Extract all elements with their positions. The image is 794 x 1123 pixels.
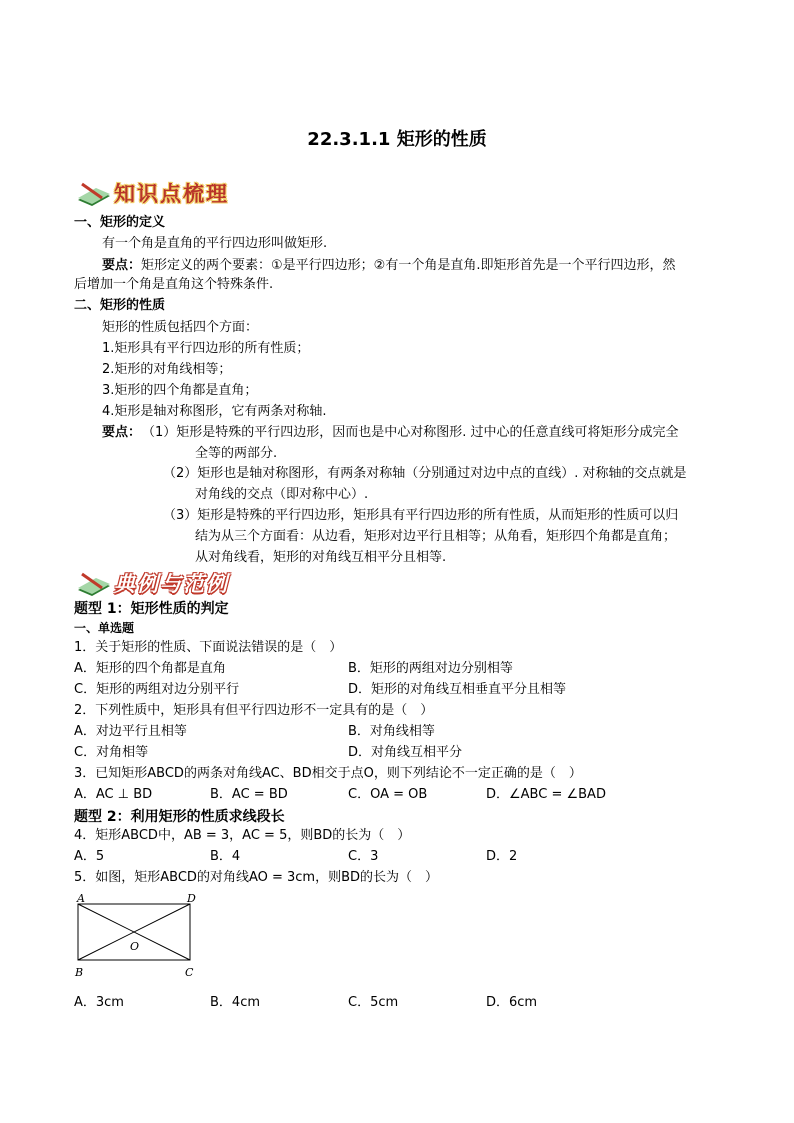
note-2b: 对角线的交点（即对称中心）. xyxy=(195,487,369,502)
q1-option-a: A．矩形的四个角都是直角 xyxy=(74,661,226,676)
examples-banner-text: 典例与范例 xyxy=(114,571,229,596)
q5-option-b: B．4cm xyxy=(210,995,261,1010)
question-5: 5．如图，矩形ABCD的对角线AO = 3cm，则BD的长为（ ） xyxy=(74,870,439,885)
question-3: 3．已知矩形ABCD的两条对角线AC、BD相交于点O，则下列结论不一定正确的是（ ） xyxy=(74,766,582,781)
vertex-b-label: B xyxy=(75,966,84,979)
rectangle-figure xyxy=(70,890,210,990)
note-3c: 从对角线看，矩形的对角线互相平分且相等. xyxy=(195,550,447,565)
question-2: 2．下列性质中，矩形具有但平行四边形不一定具有的是（ ） xyxy=(74,703,434,718)
question-1: 1．关于矩形的性质、下面说法错误的是（ ） xyxy=(74,640,343,655)
type1-heading: 题型 1：矩形性质的判定 xyxy=(74,601,229,617)
q4-option-d: D．2 xyxy=(486,849,518,864)
q5-option-c: C．5cm xyxy=(348,995,399,1010)
property-4: 4.矩形是轴对称图形，它有两条对称轴. xyxy=(102,404,327,419)
note-2a: （2）矩形也是轴对称图形，有两条对称轴（分别通过对边中点的直线）. 对称轴的交点就是 xyxy=(163,466,687,481)
book-pen-icon xyxy=(76,180,112,206)
section1-note-line2: 后增加一个角是直角这个特殊条件. xyxy=(74,277,274,292)
q1-option-c: C．矩形的两组对边分别平行 xyxy=(74,682,240,697)
vertex-d-label: D xyxy=(187,892,196,905)
section2-note-label: 要点： xyxy=(102,425,142,440)
vertex-a-label: A xyxy=(77,892,85,905)
type2-heading: 题型 2：利用矩形的性质求线段长 xyxy=(74,809,285,825)
note-label: 要点： xyxy=(102,258,142,273)
section1-definition: 有一个角是直角的平行四边形叫做矩形. xyxy=(102,236,328,251)
property-1: 1.矩形具有平行四边形的所有性质； xyxy=(102,341,310,356)
q3-option-c: C．OA = OB xyxy=(348,787,428,802)
q1-option-b: B．矩形的两组对边分别相等 xyxy=(348,661,513,676)
q4-option-c: C．3 xyxy=(348,849,379,864)
q2-option-d: D．对角线互相平分 xyxy=(348,745,463,760)
q4-option-b: B．4 xyxy=(210,849,241,864)
q5-option-a: A．3cm xyxy=(74,995,124,1010)
property-3: 3.矩形的四个角都是直角； xyxy=(102,383,258,398)
q2-option-b: B．对角线相等 xyxy=(348,724,435,739)
note-3a: （3）矩形是特殊的平行四边形，矩形具有平行四边形的所有性质，从而矩形的性质可以归 xyxy=(163,508,679,523)
section1-note-line1 xyxy=(102,258,675,274)
q4-option-a: A．5 xyxy=(74,849,105,864)
note-3b: 结为从三个方面看：从边看，矩形对边平行且相等；从角看，矩形四个角都是直角； xyxy=(195,529,677,544)
q2-option-c: C．对角相等 xyxy=(74,745,149,760)
section2-intro: 矩形的性质包括四个方面： xyxy=(102,320,259,335)
center-o-label: O xyxy=(130,940,140,953)
section1-heading: 一、矩形的定义 xyxy=(74,215,166,230)
q3-option-b: B．AC = BD xyxy=(210,787,288,802)
vertex-c-label: C xyxy=(185,966,194,979)
q3-option-a: A．AC ⊥ BD xyxy=(74,787,153,802)
note-text: 矩形定义的两个要素：①是平行四边形；②有一个角是直角.即矩形首先是一个平行四边形，然 xyxy=(141,258,676,273)
question-4: 4．矩形ABCD中，AB = 3，AC = 5，则BD的长为（ ） xyxy=(74,828,411,843)
book-pen-icon xyxy=(76,570,112,596)
property-2: 2.矩形的对角线相等； xyxy=(102,362,232,377)
q3-option-d: D．∠ABC = ∠BAD xyxy=(486,787,606,802)
note-1a: （1）矩形是特殊的平行四边形，因而也是中心对称图形. 过中心的任意直线可将矩形分成完全 xyxy=(142,425,679,440)
knowledge-banner-text: 知识点梳理 xyxy=(114,181,229,206)
note-1b: 全等的两部分. xyxy=(195,446,278,461)
section2-heading: 二、矩形的性质 xyxy=(74,298,166,313)
q1-option-d: D．矩形的对角线互相垂直平分且相等 xyxy=(348,682,567,697)
page-title: 22.3.1.1 矩形的性质 xyxy=(307,129,487,150)
q2-option-a: A．对边平行且相等 xyxy=(74,724,187,739)
q5-option-d: D．6cm xyxy=(486,995,538,1010)
type1-sub: 一、单选题 xyxy=(74,621,135,635)
